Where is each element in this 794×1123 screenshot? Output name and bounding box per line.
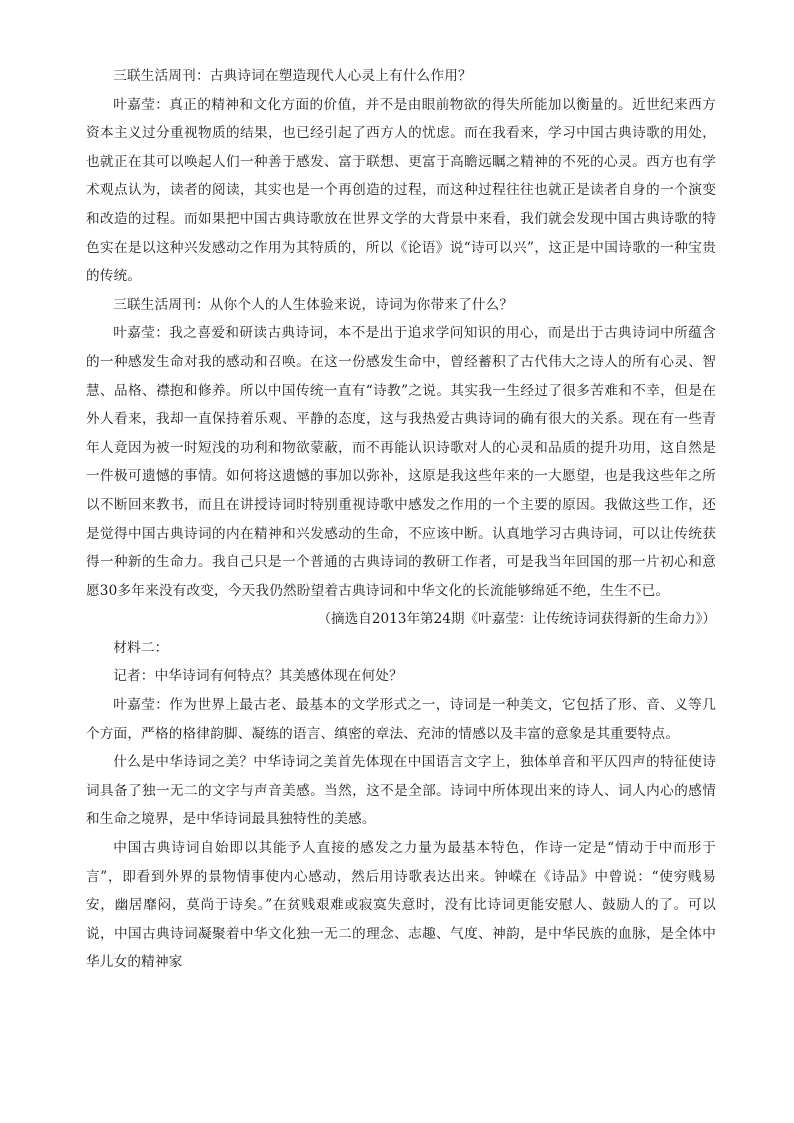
- interview-question-1: 三联生活周刊：古典诗词在塑造现代人心灵上有什么作用？: [113, 68, 472, 84]
- reporter-question: 记者：中华诗词有何特点？其美感体现在何处？: [113, 668, 403, 685]
- interview-question-2: 三联生活周刊：从你个人的人生体验来说，诗词为你带来了什么？: [113, 296, 514, 313]
- paragraph-classical-poetry: 中国古典诗词自始即以其能予人直接的感发之力量为最基本特色，作诗一定是“情动于中而形于言”，即看到外界的景物情事使内心感动，然后用诗歌表达出来。钟嵘在《诗品》中曾说：“使穷贱易安，幽居靡闷，莫尚于诗矣。”在贫贱艰难或寂寞失意时，没有比诗词更能安慰人、鼓励人的了。可以说，中国古典诗词凝聚着中华文化独一无二的理念、志趣、气度、神韵，是中华民族的血脉，是全体中华儿女的精神家: [86, 840, 716, 971]
- source-citation: （摘选自2013年第24期《叶嘉莹：让传统诗词获得新的生命力》）: [317, 611, 716, 628]
- article-body: [86, 62, 716, 977]
- interview-answer-1: 叶嘉莹：真正的精神和文化方面的价值，并不是由眼前物欲的得失所能加以衡量的。近世纪来西方资本主义过分重视物质的结果，也已经引起了西方人的忧虑。而在我看来，学习中国古典诗歌的用处，也就正在其可以唤起人们一种善于感发、富于联想、更富于高瞻远瞩之精神的不死的心灵。西方也有学术观点认为，读者的阅读，其实也是一个再创造的过程，而这种过程往往也就正是读者自身的一个演变和改造的过程。而如果把中国古典诗歌放在世界文学的大背景中来看，我们就会发现中国古典诗歌的特色实在是以这种兴发感动之作用为其特质的，所以《论语》说“诗可以兴”，这正是中国诗歌的一种宝贵的传统。: [86, 96, 716, 285]
- interview-answer-2: 叶嘉莹：我之喜爱和研读古典诗词，本不是出于追求学问知识的用心，而是出于古典诗词中所蕴含的一种感发生命对我的感动和召唤。在这一份感发生命中，曾经蓄积了古代伟大之诗人的所有心灵、智慧、品格、襟抱和修养。所以中国传统一直有“诗教”之说。其实我一生经过了很多苦难和不幸，但是在外人看来，我却一直保持着乐观、平静的态度，这与我热爱古典诗词的确有很大的关系。现在有一些青年人竟因为被一时短浅的功利和物欲蒙蔽，而不再能认识诗歌对人的心灵和品质的提升功用，这自然是一件极可遗憾的事情。如何将这遗憾的事加以弥补，这原是我这些年来的一大愿望，也是我这些年之所以不断回来教书，而且在讲授诗词时特别重视诗歌中感发之作用的一个主要的原因。我做这些工作，还是觉得中国古典诗词的内在精神和兴发感动的生命，不应该中断。认真地学习古典诗词，可以让传统获得一种新的生命力。我自己只是一个普通的古典诗词的教研工作者，可是我当年回国的那一片初心和意愿30多年来没有改变，今天我仍然盼望着古典诗词和中华文化的长流能够绵延不绝，生生不已。: [86, 325, 716, 599]
- paragraph-beauty: 什么是中华诗词之美？中华诗词之美首先体现在中国语言文字上，独体单音和平仄四声的特征使诗词具备了独一无二的文字与声音美感。当然，这不是全部。诗词中所体现出来的诗人、词人内心的感情和生命之境界，是中华诗词最具独特性的美感。: [86, 754, 716, 828]
- answer-characteristics: 叶嘉莹：作为世界上最古老、最基本的文学形式之一，诗词是一种美文，它包括了形、音、义等几个方面，严格的格律韵脚、凝练的语言、缜密的章法、充沛的情感以及丰富的意象是其重要特点。: [86, 697, 716, 742]
- material-two-heading: 材料二：: [113, 639, 169, 656]
